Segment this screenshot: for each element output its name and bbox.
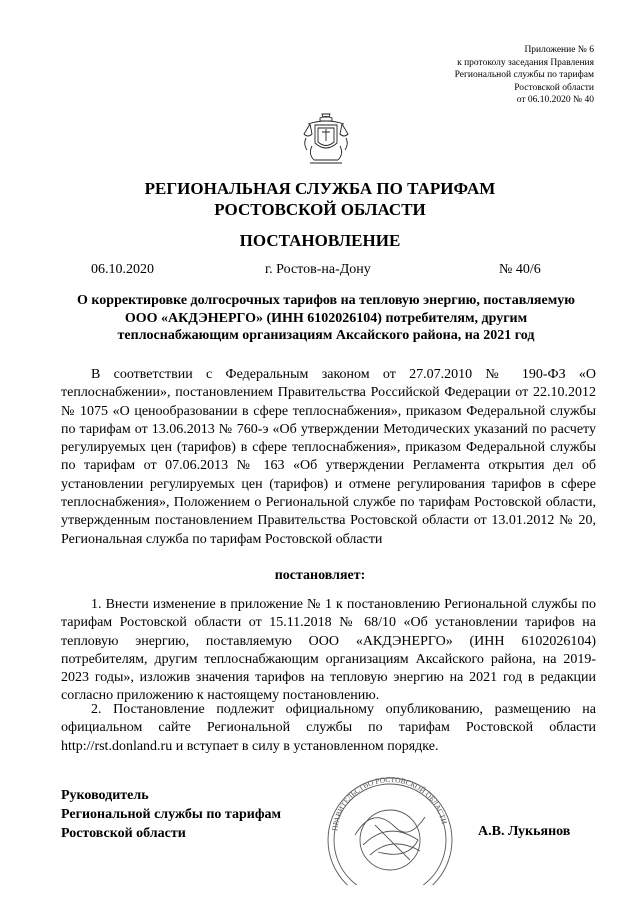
annex-line: Ростовской области — [514, 82, 594, 93]
item-1-text: 1. Внести изменение в приложение № 1 к постановлению Региональной службы по тарифам Ростовской области от 15.11.2018 № 68/10 «Об установлении тарифов на тепловую энергию, поставляемую ООО «АКДЭНЕРГО» (ИНН 6102026104) потребителям, другим теплоснабжающим организациям Аксайского района, на 2019-2023 годы», изложив значения тарифов на тепловую энергию на 2021 год в редакции согласно приложению к настоящему постановлению. — [61, 597, 596, 704]
signatory-position — [61, 786, 281, 843]
document-city: г. Ростов-на-Дону — [265, 262, 371, 277]
signatory-position-line: Региональной службы по тарифам — [61, 807, 282, 822]
preamble-text: В соответствии с Федеральным законом от 27.07.2010 № 190-ФЗ «О теплоснабжении», постановлением Правительства Российской Федерации от 22.10.2012 № 1075 «О ценообразовании в сфере теплоснабжения», приказом Федеральной службы по тарифам от 13.06.2013 № 760-э «Об утверждении Методических указаний по расчету регулируемых цен (тарифов) в сфере теплоснабжения», приказом Федеральной службы по тарифам от 07.06.2013 № 163 «Об утверждении Регламента открытия дел об установлении регулируемых цен (тарифов) и отмене регулирования тарифов в сфере теплоснабжения», Положением о Региональной службе по тарифам Ростовской области, утвержденным постановлением Правительства Ростовской области от 13.01.2012 № 20, Региональная служба по тарифам Ростовской области — [61, 367, 596, 547]
round-stamp-with-signature-icon — [315, 765, 465, 885]
stamp-text: ПРАВИТЕЛЬСТВО РОСТОВСКОЙ ОБЛАСТИ — [330, 774, 449, 832]
document-type: ПОСТАНОВЛЕНИЕ — [239, 231, 401, 250]
signatory-name: А.В. Лукьянов — [478, 824, 571, 839]
annex-note — [455, 44, 594, 107]
annex-line: от 06.10.2020 № 40 — [516, 95, 594, 106]
preamble — [61, 366, 596, 549]
signatory-position-line: Руководитель — [61, 788, 149, 803]
item-2 — [61, 701, 596, 756]
org-title-line: РОСТОВСКОЙ ОБЛАСТИ — [214, 200, 426, 219]
resolves-heading: постановляет: — [274, 568, 366, 583]
document-number: № 40/6 — [499, 262, 541, 277]
annex-line: к протоколу заседания Правления — [457, 57, 594, 68]
item-1 — [61, 596, 596, 706]
document-date: 06.10.2020 — [91, 262, 154, 277]
document-subject: О корректировке долгосрочных тарифов на тепловую энергию, поставляемую ООО «АКДЭНЕРГО» (ИНН 6102026104) потребителям, другим теплоснабжающим организациям Аксайского района, на 2021 год — [77, 293, 575, 343]
annex-line: Приложение № 6 — [524, 45, 594, 55]
signatory-position-line: Ростовской области — [61, 826, 186, 841]
item-2-text: 2. Постановление подлежит официальному опубликованию, размещению на официальном сайте Региональной службы по тарифам Ростовской области http://rst.donland.ru и вступает в силу в установленном порядке. — [61, 702, 596, 754]
org-title-line: РЕГИОНАЛЬНАЯ СЛУЖБА ПО ТАРИФАМ — [144, 179, 496, 198]
org-title — [0, 178, 640, 220]
annex-line: Региональной службы по тарифам — [454, 70, 594, 81]
coat-of-arms-icon — [300, 110, 352, 166]
